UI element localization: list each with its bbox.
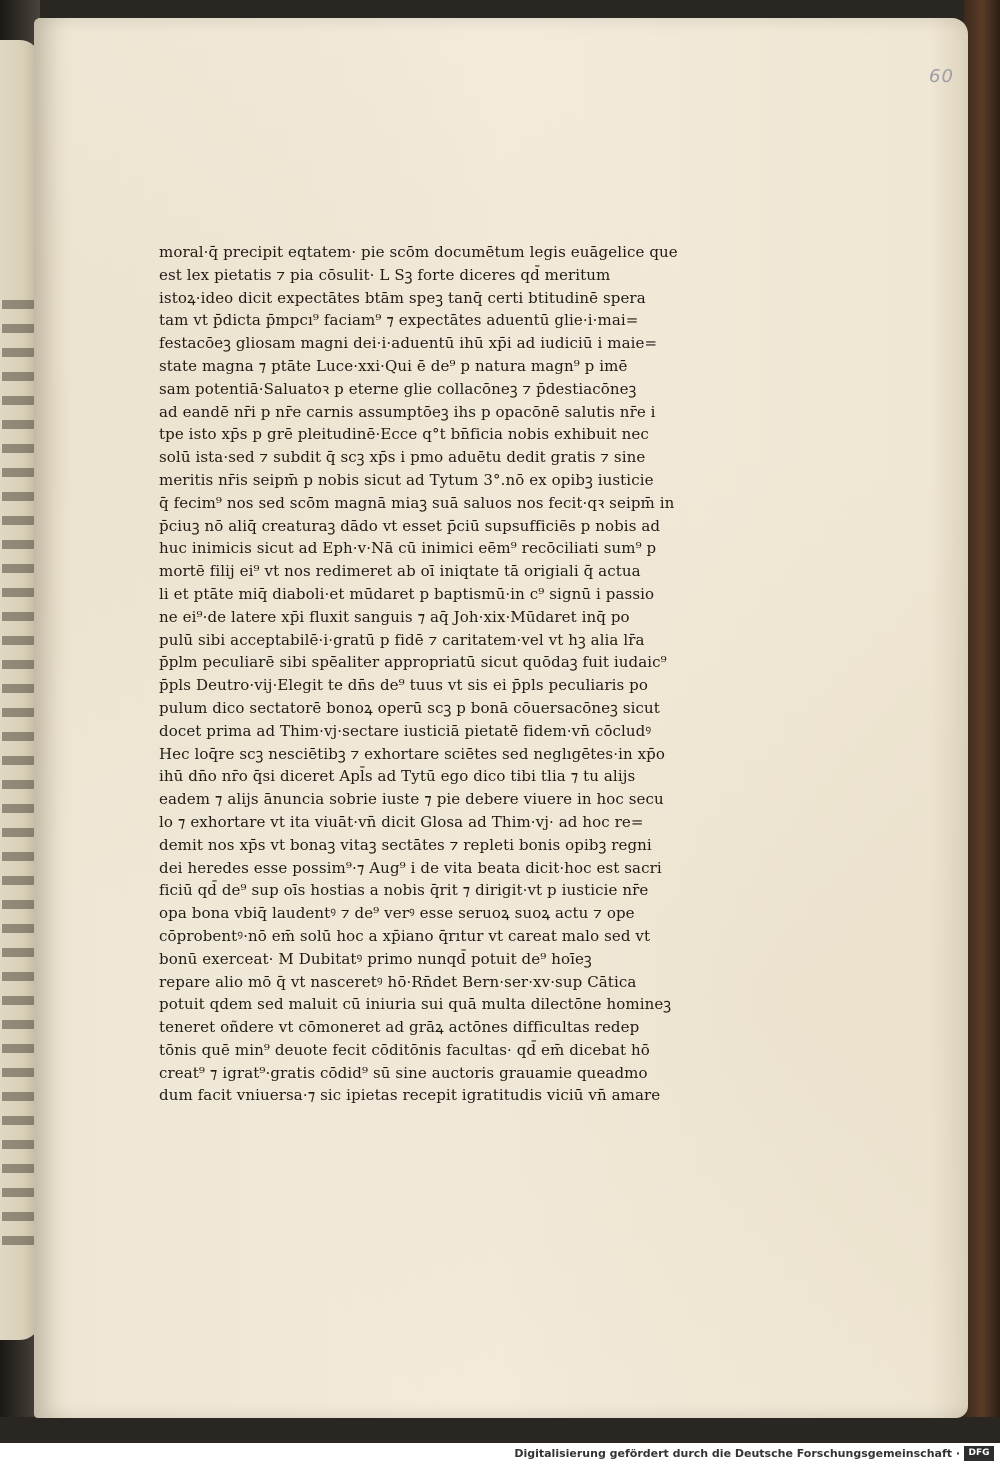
text-line: moral·q̄ precipit eqtatem· pie scōm documētum legis euāgelice que — [159, 243, 678, 261]
text-line: potuit qdem sed maluit cū iniuria sui quā multa dilectōne homineꝫ — [159, 995, 672, 1014]
text-line: pulum dico sectatorē bonoꝝ operū scꝫ p bonā cōuersacōneꝫ sicut — [159, 698, 660, 717]
dfg-logo-icon: DFG — [964, 1446, 994, 1461]
page-body-text — [159, 241, 811, 1107]
text-line: repare alio mō q̄ vt nasceretꝰ hō·Rn̄det Bern·ser·xv·sup Cātica — [159, 972, 637, 991]
text-line: meritis nr̄is seipm̄ p nobis sicut ad Tytum 3°.nō ex opibꝫ iusticie — [159, 470, 654, 489]
text-line: p̄pls Deutro·vij·Elegit te dn̄s de⁹ tuus vt sis ei p̄pls peculiaris po — [159, 676, 648, 695]
text-line: eadem ⁊ alijs ānuncia sobrie iuste ⁊ pie debere viuere in hoc secu — [159, 790, 664, 809]
folio-number: 60 — [929, 66, 954, 87]
text-line: p̄ciuꝫ nō aliq̄ creaturaꝫ dādo vt esset p̄ciū supsufficiēs p nobis ad — [159, 516, 661, 535]
text-line: ficiū qd̄ de⁹ sup oīs hostias a nobis q̄rit ⁊ dirigit·vt p iusticie nr̄e — [159, 881, 649, 900]
text-line: Hec loq̄re scꝫ nesciētibꝫ ⁊ exhortare sciētes sed neglıgētes·in xp̄o — [159, 744, 665, 763]
text-line: solū ista·sed ⁊ subdit q̄ scꝫ xp̄s i pmo aduētu dedit gratis ⁊ sine — [159, 448, 646, 467]
text-line: state magna ⁊ ptāte Luce·xxi·Qui ē de⁹ p natura magn⁹ p imē — [159, 356, 628, 375]
text-line: dum facit vniuersa·⁊ sic ipietas recepit igratitudis viciū vn̄ amare — [159, 1086, 661, 1105]
text-line: ne ei⁹·de latere xp̄i fluxit sanguis ⁊ aq̄ Joh·xix·Mūdaret inq̄ po — [159, 607, 630, 626]
text-line: teneret oñdere vt cōmoneret ad grāꝝ actōnes difficultas redep — [159, 1018, 640, 1037]
previous-page-text-fragment — [2, 300, 34, 1260]
text-line: li et ptāte miq̄ diaboli·et mūdaret p baptismū·in c⁹ signū i passio — [159, 584, 655, 603]
text-line: dei heredes esse possim⁹·⁊ Aug⁹ i de vita beata dicit·hoc est sacri — [159, 858, 662, 877]
manuscript-page — [34, 18, 968, 1418]
text-line: cōprobentꝰ·nō em̄ solū hoc a xp̄iano q̄rıtur vt careat malo sed vt — [159, 926, 651, 945]
text-line: tpe isto xp̄s p grē pleitudinē·Ecce q°t bn̄ficia nobis exhibuit nec — [159, 425, 649, 444]
text-line: demit nos xp̄s vt bonaꝫ vitaꝫ sectātes ⁊ repleti bonis opibꝫ regni — [159, 835, 652, 854]
text-line: ihū dn̄o nr̄o q̄si diceret Apl̄s ad Tytū ego dico tibi tlia ⁊ tu alijs — [159, 767, 636, 786]
text-line: tam vt p̄dicta p̄mpcı⁹ faciam⁹ ⁊ expectātes aduentū glie·i·mai= — [159, 311, 639, 330]
text-line: sam potentiā·Saluatoꝛ p eterne glie collacōneꝫ ⁊ p̄destiacōneꝫ — [159, 379, 637, 398]
footer-bar — [0, 1443, 1000, 1465]
scan-bottom-edge — [0, 1417, 1000, 1443]
text-line: q̄ fecim⁹ nos sed scōm magnā miaꝫ suā saluos nos fecit·qꝛ seipm̄ in — [159, 493, 675, 512]
book-cover-edge — [964, 0, 1000, 1443]
text-line: docet prima ad Thim·vj·sectare iusticiā pietatē fidem·vn̄ cōcludꝰ — [159, 721, 652, 740]
text-line: huc inimicis sicut ad Eph·v·Nā cū inimici eēm⁹ recōciliati sum⁹ p — [159, 539, 657, 558]
text-line: creat⁹ ⁊ igrat⁹·gratis cōdid⁹ sū sine auctoris grauamie queadmo — [159, 1063, 648, 1082]
text-line: est lex pietatis ⁊ pia cōsulit· L Sꝫ forte diceres qd̄ meritum — [159, 265, 611, 284]
text-line: ad eandē nr̄i p nr̄e carnis assumptōeꝫ ihs p opacōnē salutis nr̄e i — [159, 402, 656, 421]
text-line: bonū exerceat· M Dubitatꝰ primo nunqd̄ potuit de⁹ hoīeꝫ — [159, 949, 592, 968]
text-line: p̄plm peculiarē sibi spēaliter appropriatū sicut quōdaꝫ fuit iudaic⁹ — [159, 653, 667, 672]
text-line: opa bona vbiq̄ laudentꝰ ⁊ de⁹ verꝰ esse seruoꝝ suoꝝ actu ⁊ ope — [159, 904, 635, 923]
text-line: pulū sibi acceptabilē·i·gratū p fidē ⁊ caritatem·vel vt hꝫ alia lr̄a — [159, 630, 645, 649]
text-line: festacōeꝫ gliosam magni dei·i·aduentū ihū xp̄i ad iudiciū i maie= — [159, 334, 658, 353]
footer-credit: Digitalisierung gefördert durch die Deutsche Forschungsgemeinschaft · — [514, 1447, 960, 1460]
text-line: mortē filij ei⁹ vt nos redimeret ab oī iniqtate tā origiali q̄ actua — [159, 562, 641, 581]
text-line: tōnis quē min⁹ deuote fecit cōditōnis facultas· qd̄ em̄ dicebat hō — [159, 1040, 650, 1059]
text-line: istoꝝ·ideo dicit expectātes btām speꝫ tanq̄ certi btitudinē spera — [159, 288, 646, 307]
text-line: lo ⁊ exhortare vt ita viuāt·vn̄ dicit Glosa ad Thim·vj· ad hoc re= — [159, 812, 644, 831]
